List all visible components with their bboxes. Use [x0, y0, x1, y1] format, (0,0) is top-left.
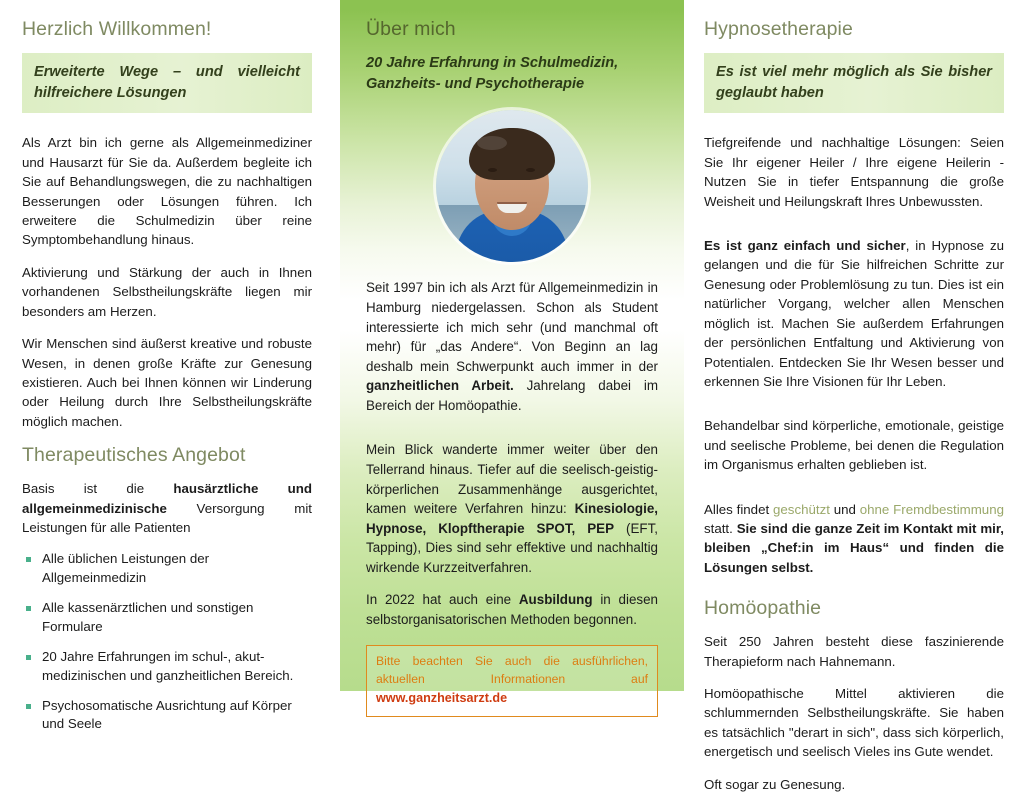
about-paragraph-2 — [366, 440, 658, 577]
section-title-hypnotherapy: Hypnosetherapie — [704, 18, 853, 40]
hypnotherapy-paragraph-4 — [704, 500, 1004, 578]
about-subtitle-text: 20 Jahre Erfahrung in Schulmedizin, Ganzheits- und Psychotherapie — [366, 55, 619, 92]
welcome-paragraph-3: Wir Menschen sind äußerst kreative und robuste Wesen, in denen große Kräfte zur Genesung existieren. Auch bei Ihnen können wir Linderung oder Heilung durch Ihre Selbstheilungskräfte möglich machen. — [22, 336, 312, 429]
avatar — [436, 110, 588, 262]
hypnotherapy-p2-bold: Es ist ganz einfach und sicher — [704, 238, 906, 254]
offer-intro-post: Versorgung mit Leistungen für alle Patienten — [22, 500, 312, 535]
offer-intro — [22, 479, 312, 537]
spacer — [366, 428, 658, 440]
hyp-p4-part-c: statt. — [704, 520, 737, 536]
website-url-link[interactable]: www.ganzheitsarzt.de — [376, 690, 508, 705]
website-note-text — [376, 653, 648, 707]
about-p3-bold: Ausbildung — [518, 592, 593, 608]
about-p2-part-a: Mein Blick wanderte immer weiter über den Tellerrand hinaus. Tiefer auf die seelisch-geistig-körperlichen Zusammenhänge ausgerichtet, kamen weitere Verfahren hinzu: — [366, 442, 658, 517]
left-column — [0, 0, 340, 732]
website-note-box[interactable] — [366, 645, 658, 716]
hyp-p4-part-b: und — [829, 501, 860, 517]
about-paragraph-1 — [366, 278, 658, 415]
about-p1-bold: ganzheitlichen Arbeit. — [366, 378, 514, 394]
hyp-p4-part-a: Alles findet — [704, 501, 773, 517]
hypnotherapy-paragraph-3: Behandelbar sind körperliche, emotionale, geistige und seelische Probleme, bei denen die Regulation im Organismus erhalten geblieben ist. — [704, 418, 1004, 473]
hypnotherapy-highlight-text: Es ist viel mehr möglich als Sie bisher geglaubt haben — [716, 64, 992, 101]
section-title-about-me: Über mich — [366, 18, 456, 40]
homoeopathie-paragraph-1: Seit 250 Jahren besteht diese faszinierende Therapieform nach Hahnemann. — [704, 634, 1004, 669]
about-paragraph-3 — [366, 590, 658, 629]
welcome-paragraph-2: Aktivierung und Stärkung der auch in Ihnen vorhandenen Selbstheilungskräfte liegen mir besonders am Herzen. — [22, 264, 312, 319]
note-lead-text: Bitte beachten Sie auch die ausführlichen, aktuellen Informationen auf — [376, 654, 648, 687]
hyp-p4-bold: Sie sind die ganze Zeit im Kontakt mit mir, bleiben „Chef:in im Haus“ und finden die Lösungen selbst. — [704, 520, 1004, 575]
hyp-accent-geschuetzt: geschützt — [773, 501, 830, 517]
about-p2-bold: Kinesiologie, Hypnose, Klopftherapie SPOT, PEP — [366, 501, 658, 536]
list-item: 20 Jahre Erfahrungen im schul-, akut-medizinischen und ganzheitlichen Bereich. — [22, 648, 312, 686]
spacer — [704, 488, 1004, 500]
about-p1-part-b: Jahrelang dabei im Bereich der Homöopathie. — [366, 378, 658, 413]
welcome-highlight-text: Erweiterte Wege – und vielleicht hilfreichere Lösungen — [34, 64, 300, 101]
about-subtitle-box — [366, 53, 658, 94]
list-item: Alle üblichen Leistungen der Allgemeinmedizin — [22, 550, 312, 588]
about-p3-part-b: in diesen selbstorganisatorischen Methoden begonnen. — [366, 592, 658, 627]
hyp-accent-ohne-fremdbestimmung: ohne Fremdbestimmung — [859, 501, 1004, 517]
about-p1-part-a: Seit 1997 bin ich als Arzt für Allgemeinmedizin in Hamburg niedergelassen. Schon als Student interessierte ich mich sehr (und manchmal oft mehr) für „das Andere“. Von Beginn an lag deshalb mein Schwerpunkt auch immer in der — [366, 280, 658, 374]
offer-intro-pre: Basis ist die — [22, 481, 174, 497]
hypnotherapy-paragraph-2 — [704, 236, 1004, 391]
portrait-photo-wrapper — [366, 110, 658, 262]
right-column — [684, 0, 1024, 792]
section-title-therapeutic-offer: Therapeutisches Angebot — [22, 444, 246, 467]
list-item: Psychosomatische Ausrichtung auf Körper und Seele — [22, 697, 312, 735]
about-p2-part-b: (EFT, Tapping), Dies sind sehr effektive und nachhaltig wirkende Kurzzeitverfahren. — [366, 520, 658, 575]
welcome-highlight-box — [22, 53, 312, 113]
hypnotherapy-highlight-box — [704, 53, 1004, 113]
section-title-homoeopathie: Homöopathie — [704, 597, 822, 620]
homoeopathie-paragraph-2: Homöopathische Mittel aktivieren die schlummernden Selbstheilungskräfte. Sie haben es tatsächlich "derart in sich", dass sich körperlich, energetisch und seelisch Vieles ins Gute wendet. — [704, 685, 1004, 760]
page-title-welcome: Herzlich Willkommen! — [22, 18, 212, 40]
homoeopathie-paragraph-3: Oft sogar zu Genesung. — [704, 776, 846, 792]
spacer — [704, 404, 1004, 416]
offer-bullet-list — [22, 550, 312, 734]
hypnotherapy-p2-rest: , in Hypnose zu gelangen und die für Sie hilfreichen Schritte zur Genesung oder Problemlösung zu tun. Dies ist ein natürlicher Vorgang, welcher allen Menschen möglich ist. Machen Sie außerdem Erfahrungen der persönlichen Entfaltung und Aktivierung von Potentialen. Entdecken Sie Ihr Wesen besser und erkennen Sie Ihre Visionen für Ihr Leben. — [704, 238, 1004, 389]
list-item: Alle kassenärztlichen und sonstigen Formulare — [22, 599, 312, 637]
spacer — [704, 224, 1004, 236]
welcome-paragraph-1: Als Arzt bin ich gerne als Allgemeinmediziner und Hausarzt für Sie da. Außerdem begleite ich Sie auf Behandlungswegen, die zu nachhaltigen Besserungen oder Lösungen führen. Ich erweitere die Schulmedizin über reine Symptombehandlung hinaus. — [22, 135, 312, 248]
hypnotherapy-paragraph-1: Tiefgreifende und nachhaltige Lösungen: Seien Sie Ihr eigener Heiler / Ihre eigene Heilerin - Nutzen Sie in tiefer Entspannung die große Weisheit und Heilungskraft Ihres Unbewussten. — [704, 135, 1004, 209]
middle-column — [340, 0, 684, 705]
about-p3-part-a: In 2022 hat auch eine — [366, 592, 519, 608]
offer-intro-bold: hausärztliche und allgemeinmedizinische — [22, 481, 312, 516]
